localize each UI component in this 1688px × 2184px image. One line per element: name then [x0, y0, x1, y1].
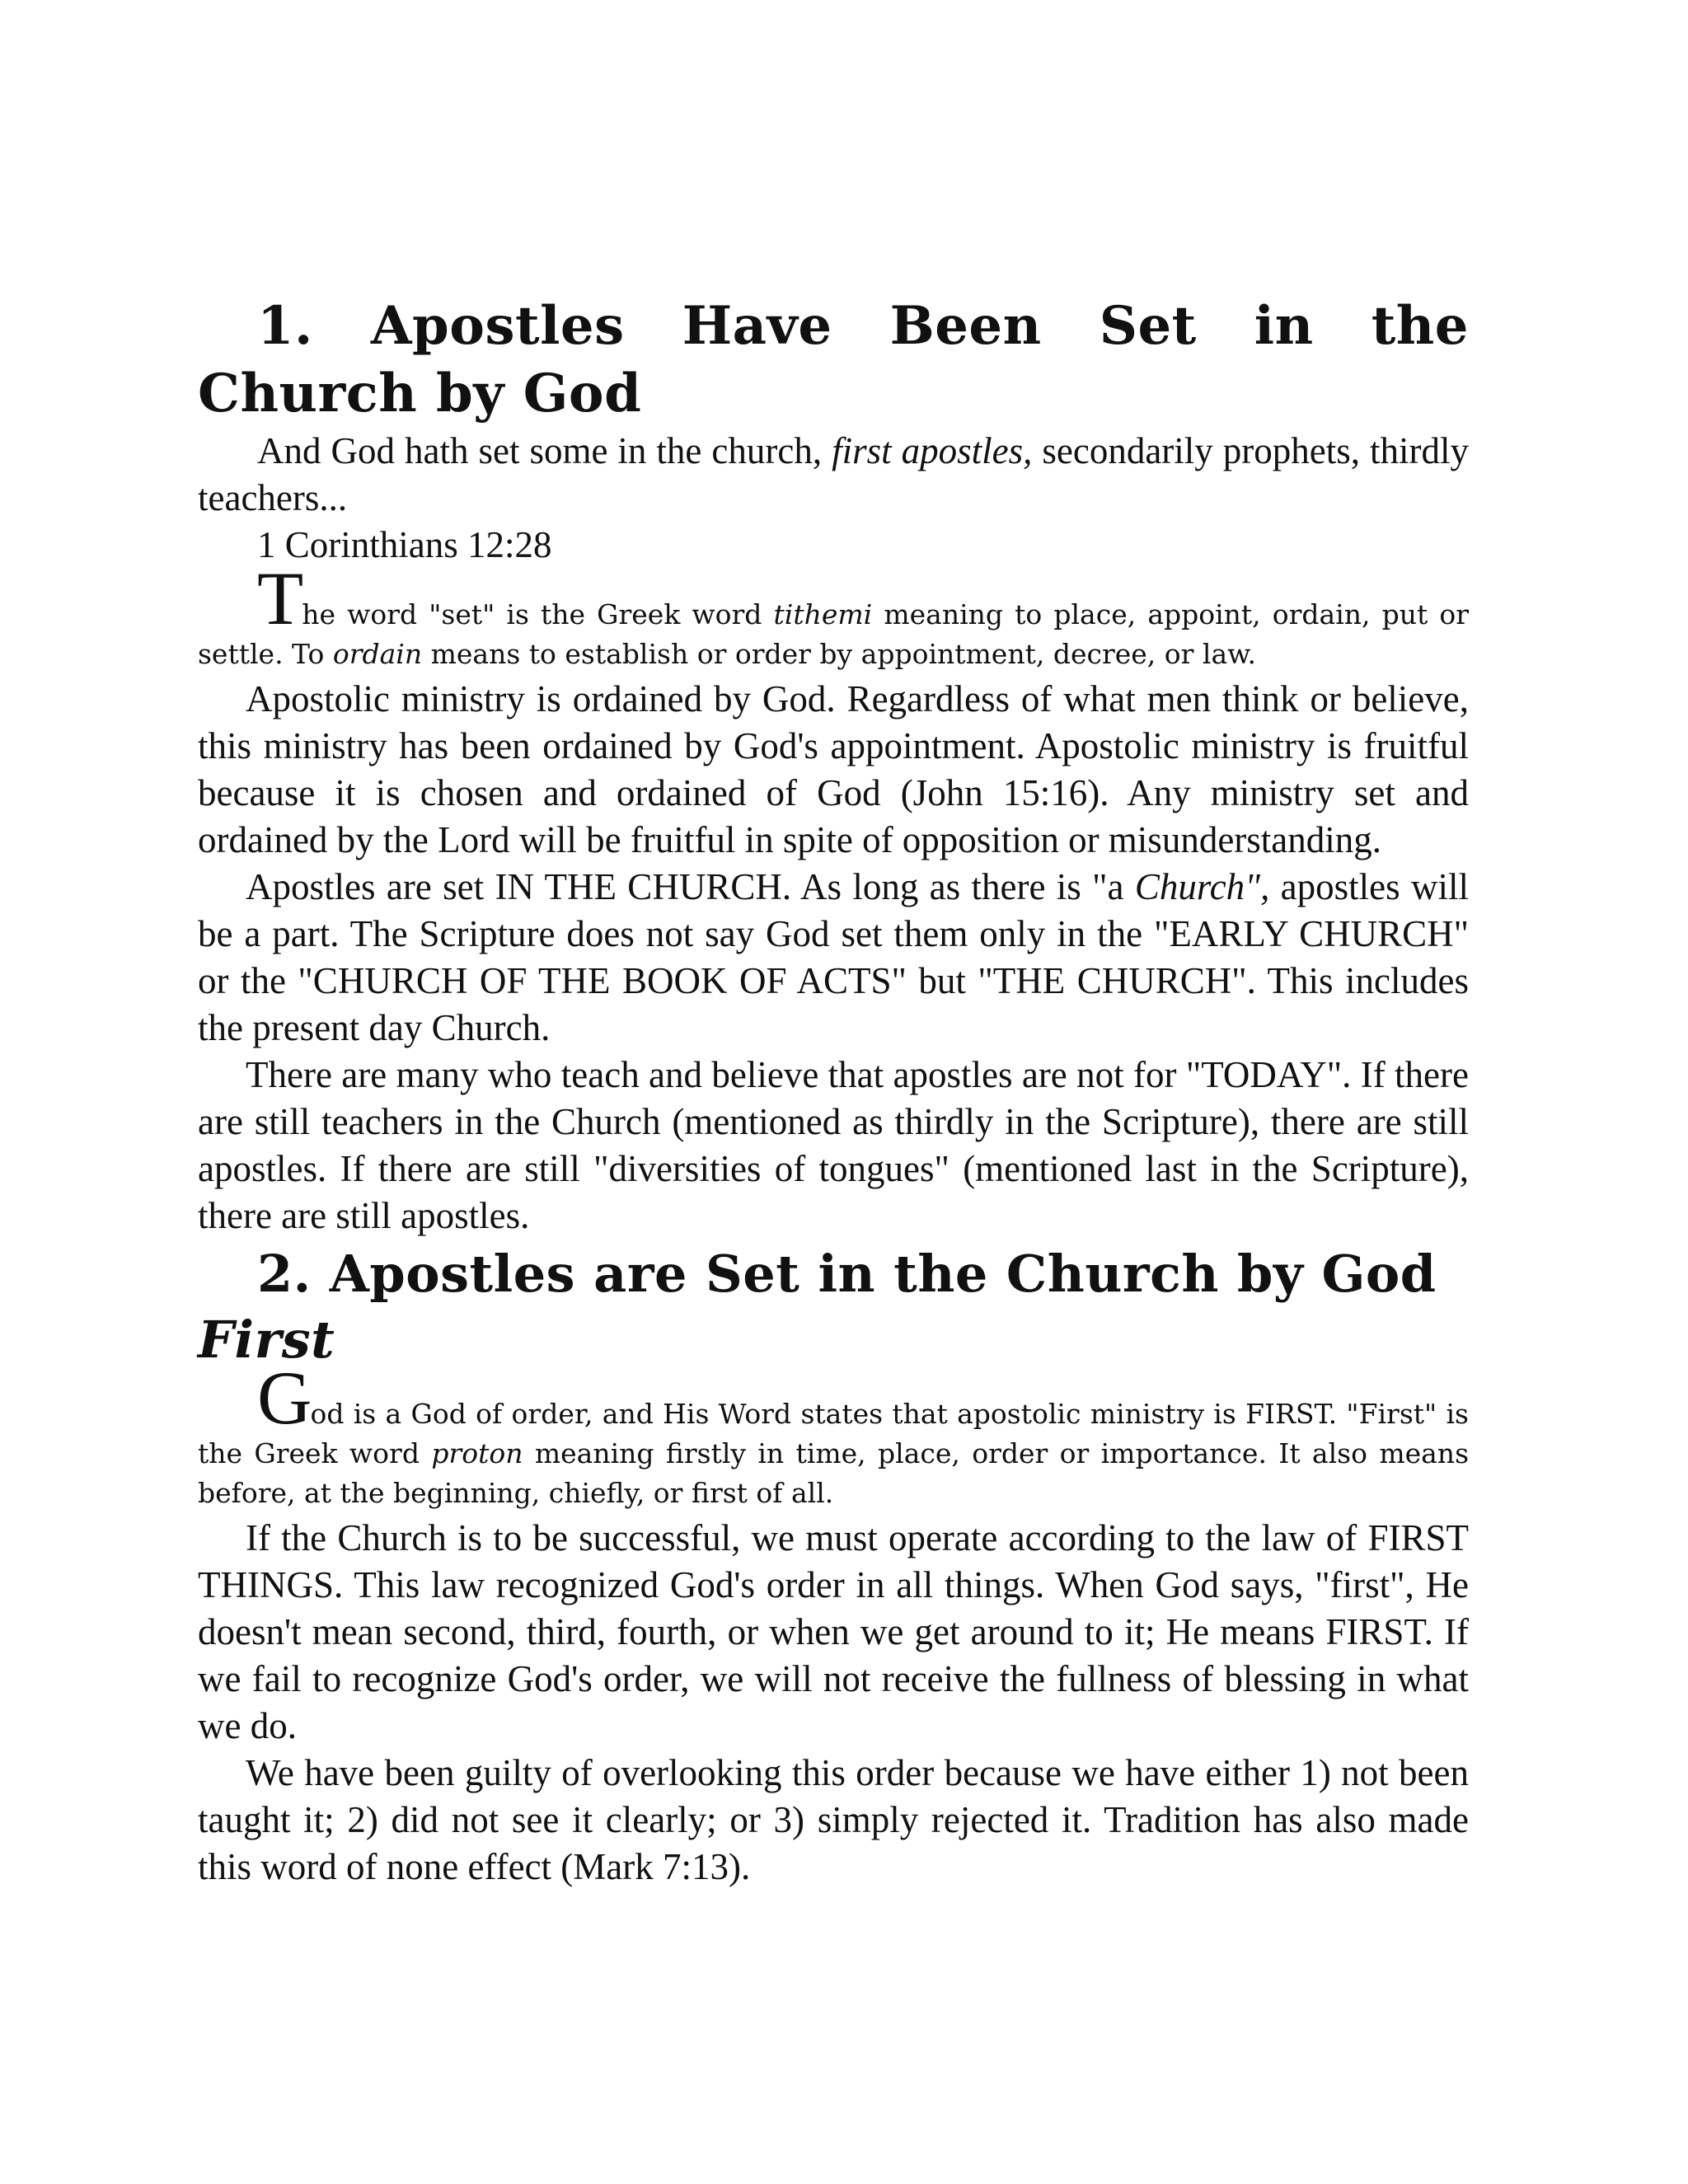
section-1-paragraph-1: The word "set" is the Greek word tithemi meaning to place, appoint, ordain, put or settle. To ordain means to establish or order by appointment, decree, or law.	[198, 556, 1469, 670]
section-2-heading: 2. Apostles are Set in the Church by God First	[198, 1244, 1437, 1370]
section-2-paragraph-1: God is a God of order, and His Word states that apostolic ministry is FIRST. "First" is the Greek word proton meaning firstly in time, place, order or importance. It also means before, at the beginning, chiefly, or first of all.	[198, 1356, 1469, 1509]
section-1-paragraph-3: Apostles are set IN THE CHURCH. As long as there is "a Church", apostles will be a part. The Scripture does not say God set them only in the "EARLY CHURCH" or the "CHURCH OF THE BOOK OF ACTS" but "THE CHURCH". This includes the present day Church.	[198, 866, 1470, 1048]
drop-cap: G	[257, 1356, 311, 1440]
section-2-paragraph-2: If the Church is to be successful, we must operate according to the law of FIRST THINGS. This law recognized God's order in all things. When God says, "first", He doesn't mean second, third, fourth, or when we get around to it; He means FIRST. If we fail to recognize God's order, we will not receive the fullness of blessing in what we do.	[198, 1517, 1469, 1746]
drop-cap: T	[257, 556, 302, 640]
document-page	[198, 293, 1469, 1891]
scripture-reference: 1 Corinthians 12:28	[257, 524, 552, 565]
section-1-paragraph-4: There are many who teach and believe that apostles are not for "TODAY". If there are still teachers in the Church (mentioned as thirdly in the Scripture), there are still apostles. If there are still "diversities of tongues" (mentioned last in the Scripture), there are still apostles.	[198, 1054, 1469, 1236]
section-2-paragraph-3: We have been guilty of overlooking this order because we have either 1) not been taught it; 2) did not see it clearly; or 3) simply rejected it. Tradition has also made this word of none effect (Mark 7:13).	[198, 1752, 1469, 1887]
section-1-paragraph-2: Apostolic ministry is ordained by God. Regardless of what men think or believe, this ministry has been ordained by God's appointment. Apostolic ministry is fruitful because it is chosen and ordained of God (John 15:16). Any ministry set and ordained by the Lord will be fruitful in spite of opposition or misunderstanding.	[198, 678, 1469, 860]
section-1-heading: 1. Apostles Have Been Set in the Church by God	[198, 295, 1469, 424]
scripture-quote: And God hath set some in the church, first apostles, secondarily prophets, thirdly teachers...	[198, 430, 1469, 518]
